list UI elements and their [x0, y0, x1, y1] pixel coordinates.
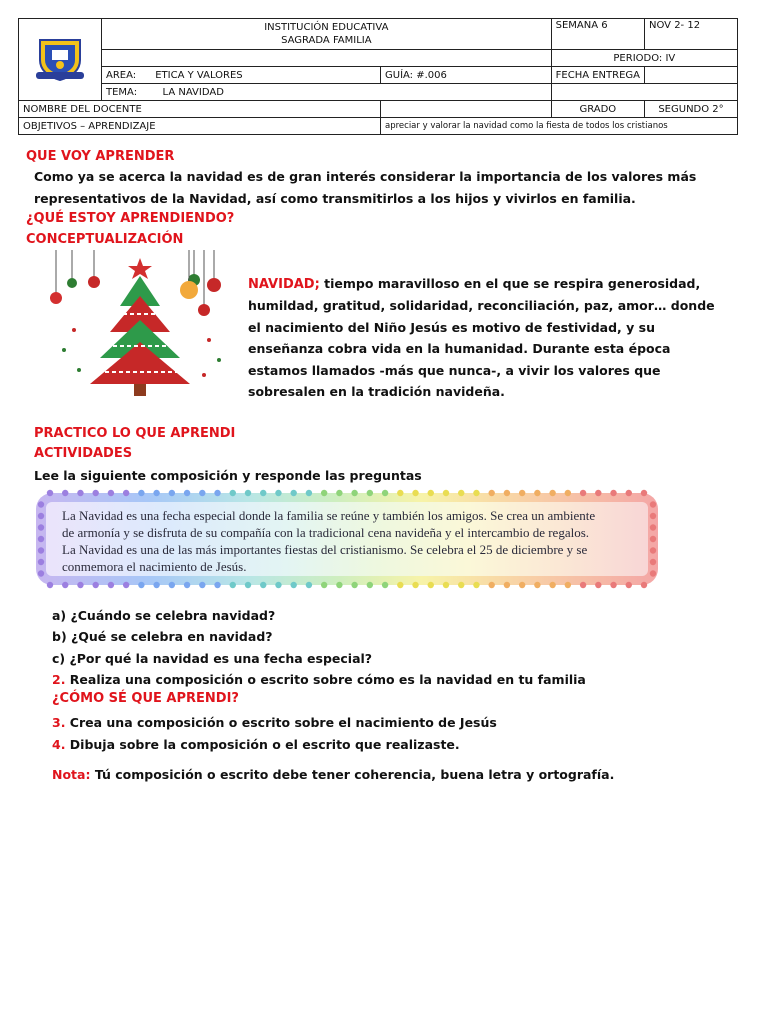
- section-title-practico: PRACTICO LO QUE APRENDI: [34, 426, 236, 441]
- border-dot: [38, 501, 44, 507]
- border-dot: [199, 582, 205, 588]
- border-dot: [336, 582, 342, 588]
- que-voy-line2: representativos de la Navidad, así como transmitirlos a los hijos y vivirlos en familia.: [34, 191, 636, 206]
- border-dot: [108, 582, 114, 588]
- navidad-line3: el nacimiento del Niño Jesús es motivo de festividad, y su: [248, 320, 655, 335]
- border-dot: [306, 582, 312, 588]
- navidad-line2: humildad, gratitud, solidaridad, reconciliación, paz, amor… donde: [248, 298, 715, 313]
- border-dot: [580, 490, 586, 496]
- christmas-tree-illustration: [44, 250, 234, 400]
- border-dot: [108, 490, 114, 496]
- border-dot: [488, 490, 494, 496]
- composition-text: La Navidad es una fecha especial donde la familia se reúne y también los amigos. Se crea un ambiente de armonía y se disfruta de su compañía con la tradicional cena navideña y el intercambio de regalos. La Navidad es una de las más importantes fiestas del cristianismo. Se celebra el 25 de diciembre y se conmemora el nacimiento de Jesús.: [62, 508, 596, 574]
- border-dot: [169, 582, 175, 588]
- border-dot: [595, 490, 601, 496]
- border-dot: [336, 490, 342, 496]
- shield-crest-icon: [34, 34, 86, 82]
- border-dot: [367, 490, 373, 496]
- border-dot: [504, 582, 510, 588]
- border-dot: [382, 582, 388, 588]
- border-dot: [123, 582, 129, 588]
- border-dot: [519, 490, 525, 496]
- border-dot: [214, 582, 220, 588]
- border-dot: [38, 547, 44, 553]
- navidad-word: NAVIDAD;: [248, 277, 320, 292]
- docente-label: NOMBRE DEL DOCENTE: [19, 101, 381, 118]
- section-title-como: ¿CÓMO SÉ QUE APRENDI?: [52, 691, 239, 706]
- border-dot: [92, 582, 98, 588]
- header-table: [18, 18, 738, 132]
- border-dot: [473, 490, 479, 496]
- navidad-line1: NAVIDAD; tiempo maravilloso en el que se respira generosidad,: [248, 276, 701, 292]
- border-dot: [458, 582, 464, 588]
- activity-2: 2. Realiza una composición o escrito sobre cómo es la navidad en tu familia: [52, 672, 586, 687]
- border-dot: [275, 490, 281, 496]
- border-dot: [230, 490, 236, 496]
- border-dot: [504, 490, 510, 496]
- grado-value: SEGUNDO 2°: [645, 101, 738, 118]
- border-dot: [650, 536, 656, 542]
- border-dot: [443, 490, 449, 496]
- section-title-estoy: ¿QUÉ ESTOY APRENDIENDO?: [26, 211, 235, 226]
- border-dot: [214, 490, 220, 496]
- que-voy-line1: Como ya se acerca la navidad es de gran interés considerar la importancia de los valores más: [34, 169, 697, 184]
- border-dot: [519, 582, 525, 588]
- border-dot: [321, 582, 327, 588]
- border-dot: [367, 582, 373, 588]
- question-b: b) ¿Qué se celebra en navidad?: [52, 629, 273, 644]
- border-dot: [549, 490, 555, 496]
- school-logo: [19, 19, 102, 101]
- border-dot: [260, 582, 266, 588]
- border-dot: [351, 582, 357, 588]
- border-dot: [412, 490, 418, 496]
- border-dot: [565, 582, 571, 588]
- border-dot: [626, 582, 632, 588]
- border-dot: [47, 582, 53, 588]
- border-dot: [62, 582, 68, 588]
- dotted-border-decoration: [36, 488, 658, 590]
- grado-label: GRADO: [551, 101, 644, 118]
- border-dot: [92, 490, 98, 496]
- border-dot: [290, 582, 296, 588]
- border-dot: [77, 582, 83, 588]
- border-dot: [473, 582, 479, 588]
- border-dot: [38, 513, 44, 519]
- border-dot: [382, 490, 388, 496]
- border-dot: [138, 490, 144, 496]
- border-dot: [641, 582, 647, 588]
- fecha-entrega-cell: FECHA ENTREGA: [551, 67, 644, 84]
- border-dot: [275, 582, 281, 588]
- border-dot: [169, 490, 175, 496]
- border-dot: [351, 490, 357, 496]
- border-dot: [397, 490, 403, 496]
- border-dot: [428, 582, 434, 588]
- navidad-line4: enseñanza cobra vida en la humanidad. Durante esta época: [248, 341, 671, 356]
- border-dot: [153, 582, 159, 588]
- border-dot: [412, 582, 418, 588]
- border-dot: [153, 490, 159, 496]
- area-cell: AREA: ETICA Y VALORES: [102, 67, 381, 84]
- border-dot: [397, 582, 403, 588]
- fecha-cell: NOV 2- 12: [645, 19, 738, 50]
- border-dot: [38, 570, 44, 576]
- border-dot: [626, 490, 632, 496]
- border-dot: [641, 490, 647, 496]
- border-dot: [38, 559, 44, 565]
- navidad-line6: sobresalen en la tradición navideña.: [248, 384, 505, 399]
- border-dot: [77, 490, 83, 496]
- border-dot: [428, 490, 434, 496]
- border-dot: [534, 490, 540, 496]
- activity-4: 4. Dibuja sobre la composición o el escrito que realizaste.: [52, 737, 460, 752]
- question-a: a) ¿Cuándo se celebra navidad?: [52, 608, 276, 623]
- border-dot: [534, 582, 540, 588]
- guia-cell: GUÍA: #.006: [381, 67, 552, 84]
- border-dot: [184, 582, 190, 588]
- border-dot: [595, 582, 601, 588]
- border-dot: [580, 582, 586, 588]
- section-title-actividades: ACTIVIDADES: [34, 446, 133, 461]
- border-dot: [549, 582, 555, 588]
- instruction-lee: Lee la siguiente composición y responde las preguntas: [34, 468, 422, 483]
- border-dot: [62, 490, 68, 496]
- border-dot: [245, 490, 251, 496]
- border-dot: [610, 582, 616, 588]
- border-dot: [650, 524, 656, 530]
- border-dot: [260, 490, 266, 496]
- border-dot: [306, 490, 312, 496]
- border-dot: [650, 570, 656, 576]
- note: Nota: Tú composición o escrito debe tener coherencia, buena letra y ortografía.: [52, 767, 615, 782]
- activity-3: 3. Crea una composición o escrito sobre el nacimiento de Jesús: [52, 715, 497, 730]
- border-dot: [488, 582, 494, 588]
- border-dot: [184, 490, 190, 496]
- border-dot: [199, 490, 205, 496]
- border-dot: [650, 501, 656, 507]
- border-dot: [290, 490, 296, 496]
- section-title-que-voy: QUE VOY APRENDER: [26, 149, 175, 164]
- border-dot: [610, 490, 616, 496]
- border-dot: [230, 582, 236, 588]
- question-c: c) ¿Por qué la navidad es una fecha especial?: [52, 651, 373, 666]
- border-dot: [443, 582, 449, 588]
- border-dot: [565, 490, 571, 496]
- section-title-concept: CONCEPTUALIZACIÓN: [26, 232, 184, 247]
- border-dot: [321, 490, 327, 496]
- border-dot: [650, 559, 656, 565]
- border-dot: [38, 524, 44, 530]
- border-dot: [245, 582, 251, 588]
- border-dot: [123, 490, 129, 496]
- border-dot: [650, 513, 656, 519]
- navidad-line5: estamos llamados -más que nunca-, a vivir los valores que: [248, 363, 661, 378]
- institution-name: INSTITUCIÓN EDUCATIVA SAGRADA FAMILIA: [102, 19, 552, 50]
- periodo-cell: PERIODO: IV: [551, 50, 737, 67]
- semana-cell: SEMANA 6: [551, 19, 644, 50]
- border-dot: [650, 547, 656, 553]
- border-dot: [47, 490, 53, 496]
- tema-cell: TEMA: LA NAVIDAD: [102, 84, 552, 101]
- objetivos-label: OBJETIVOS – APRENDIZAJE: [19, 118, 381, 135]
- border-dot: [38, 536, 44, 542]
- border-dot: [138, 582, 144, 588]
- objetivos-value: apreciar y valorar la navidad como la fiesta de todos los cristianos: [381, 118, 738, 135]
- border-dot: [458, 490, 464, 496]
